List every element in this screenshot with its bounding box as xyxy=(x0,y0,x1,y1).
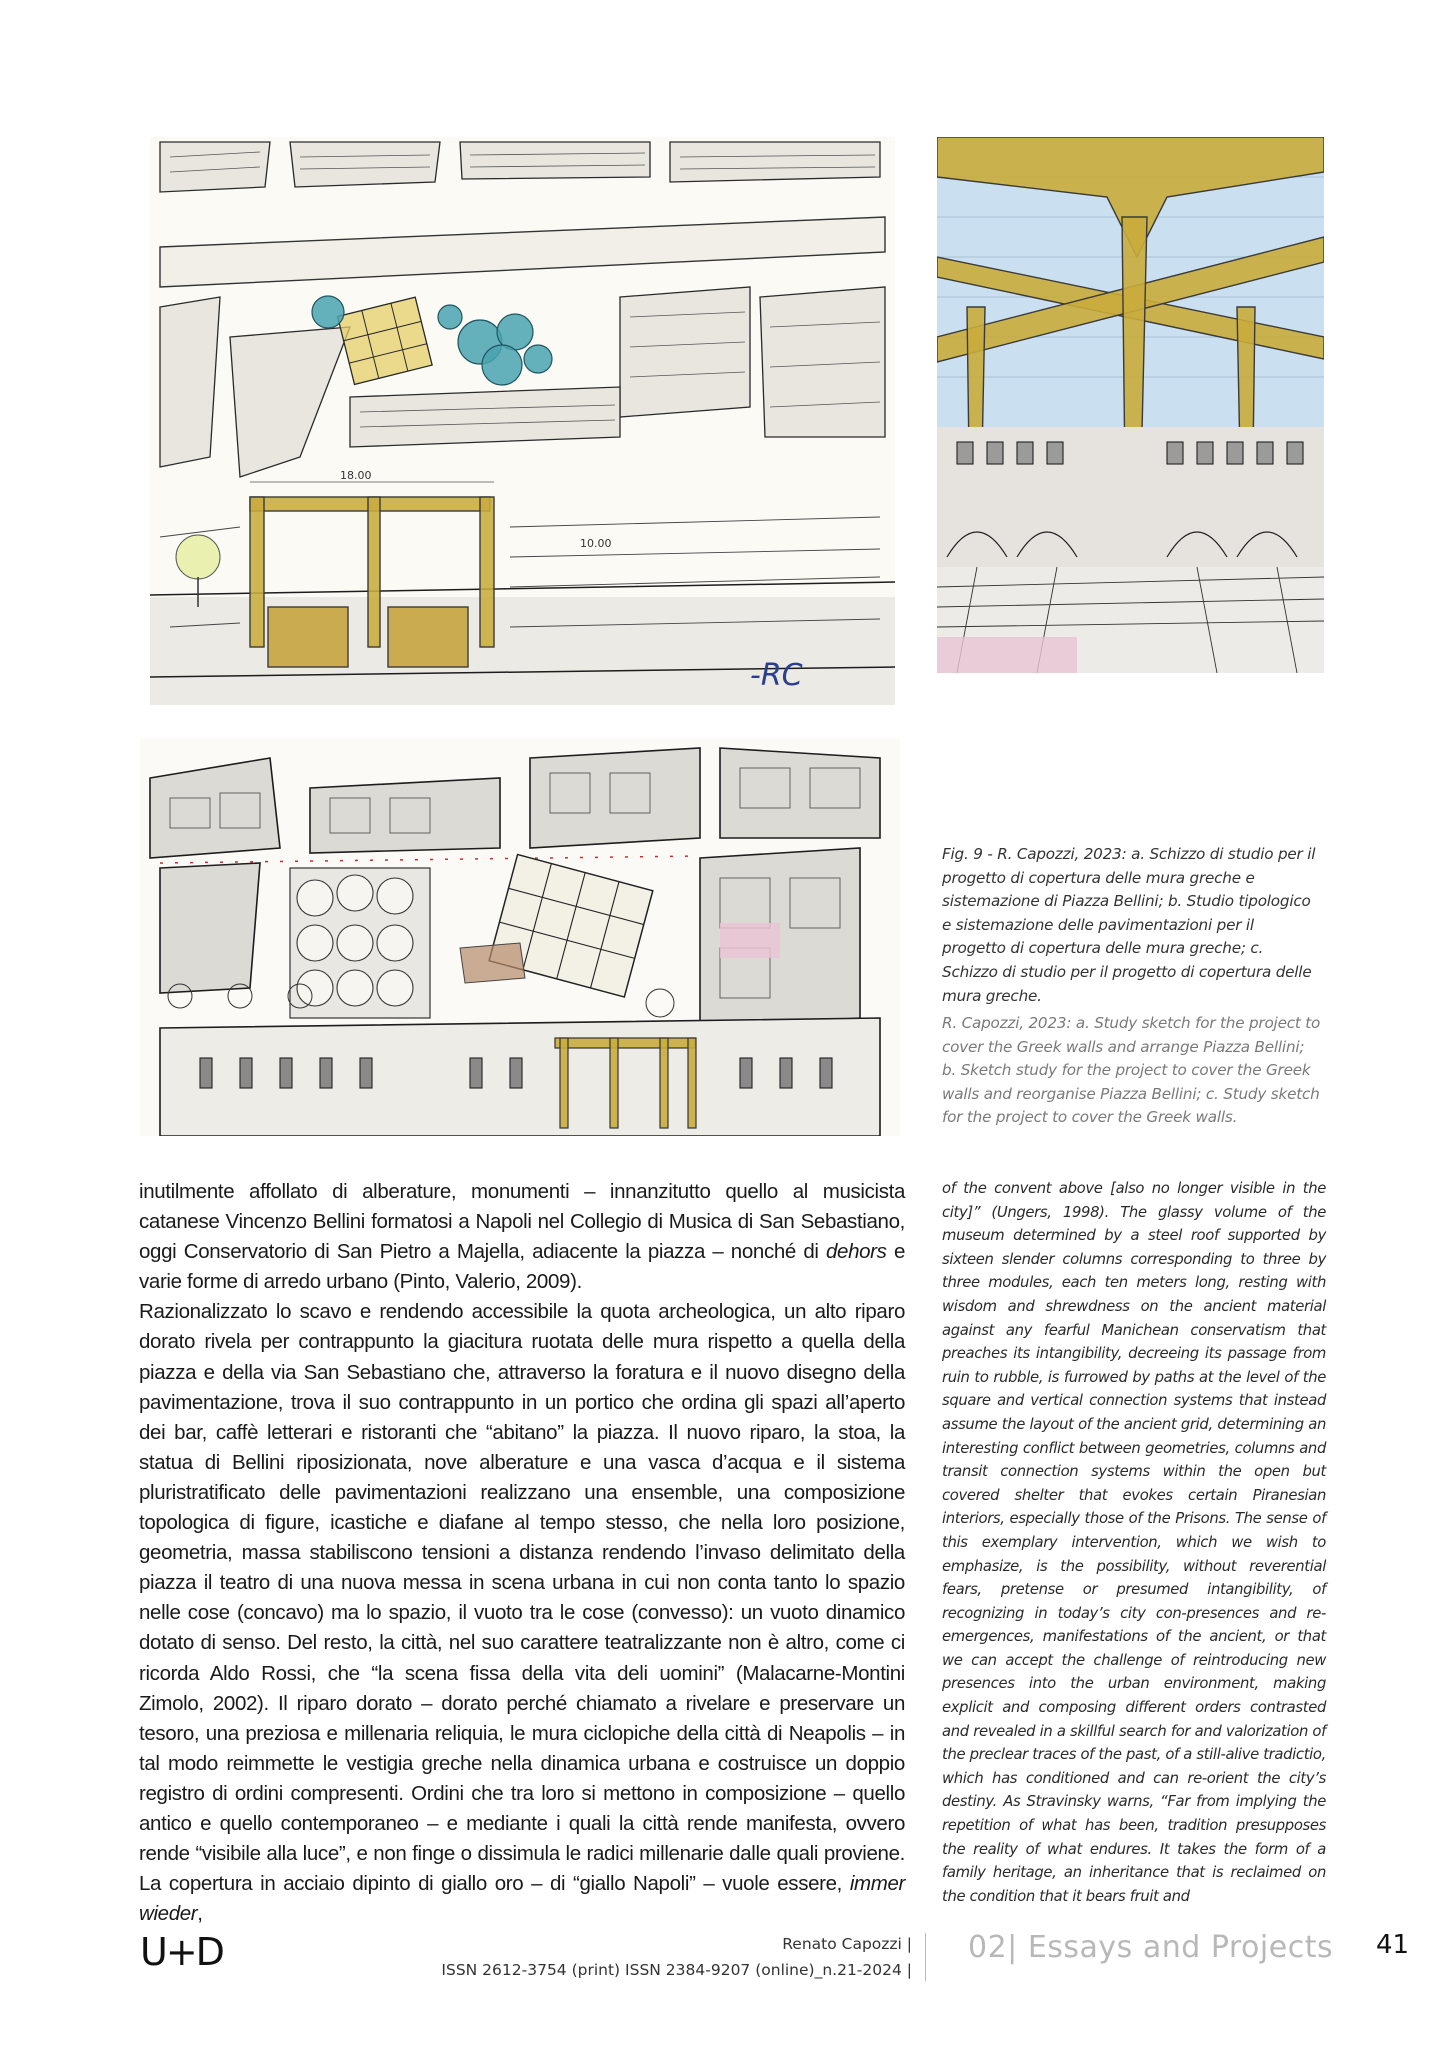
figure-caption-english: R. Capozzi, 2023: a. Study sketch for the project to cover the Greek walls and arrange Piazza Bellini; b. Sketch study for the project to cover the Greek walls and reorganise Piazza Bellini; c. Study sketch for the project to cover the Greek walls. xyxy=(942,1014,1321,1127)
page-number: 41 xyxy=(1376,1930,1410,1960)
sketch-signature: -RC xyxy=(750,658,803,693)
figure-c-drawing xyxy=(937,137,1324,673)
figure-b-sketch xyxy=(140,738,900,1136)
figure-b-drawing xyxy=(140,738,900,1136)
footer-author: Renato Capozzi | xyxy=(782,1935,912,1953)
paragraph-english: of the convent above [also no longer visible in the city]” (Ungers, 1998). The glassy volume of the museum determined by a steel roof supported by sixteen slender columns corresponding to three by three modules, each ten meters long, resting with wisdom and shrewdness on the ancient material against any fearful Manichean conservatism that preaches its intangibility, decreeing its passage from ruin to rubble, is furrowed by paths at the level of the square and vertical connection systems that instead assume the layout of the ancient grid, determining an interesting conflict between geometries, columns and transit connection systems within the open but covered shelter that evokes certain Piranesian interiors, especially those of the Prisons. The sense of this exemplary intervention, which we wish to emphasize, is the possibility, without reverential fears, pretense or presumed intangibility, of recognizing in today’s city con-presences and re-emergences, manifestations of the ancient, or that we can accept the challenge of reintroducing new presences into the urban environment, making explicit and composing different orders contrasted and revealed in a skillful search for and valorization of the preclear traces of the past, of a still-alive tradictio, which has conditioned and can re-orient the city’s destiny. As Stravinsky warns, “Far from implying the repetition of what has been, tradition presupposes the reality of what endures. It takes the form of a family heritage, an inheritance that is reclaimed on the condition that it bears fruit and xyxy=(942,1180,1326,1905)
paragraph-1: inutilmente affollato di alberature, monumenti – innanzitutto quello al musicista catanese Vincenzo Bellini formatosi a Napoli nel Collegio di Musica di San Sebastiano, oggi Conservatorio di San Pietro a Majella, adiacente la piazza – nonché di dehors e varie forme di arredo urbano (Pinto, Valerio, 2009). xyxy=(139,1180,905,1294)
dimension-width: 18.00 xyxy=(340,469,372,482)
footer-credits xyxy=(441,1931,912,1983)
paragraph-2: Razionalizzato lo scavo e rendendo accessibile la quota archeologica, un alto riparo dorato rivela per contrappunto la giacitura ruotata delle mura rispetto a quella della piazza e della via San Sebastiano che, attraverso la foratura e il nuovo disegno della pavimentazione, trova il suo contrappunto in un portico che ordina gli spazi all’aperto dei bar, caffè letterari e ristoranti che “abitano” la piazza. Il nuovo riparo, la stoa, la statua di Bellini riposizionata, nove alberature e una vasca d’acqua e il sistema pluristratificato delle pavimentazioni realizzano una ensemble, una composizione topologica di figure, icastiche e diafane al tempo stesso, che nella loro posizione, geometria, massa stabiliscono tensioni a distanza rendendo l’invaso delimitato della piazza il teatro di una nuova messa in scena urbana in cui non conta tanto lo spazio nelle cose (concavo) ma lo spazio, il vuoto tra le cose (convesso): un vuoto dinamico dotato di senso. Del resto, la città, nel suo carattere teatralizzante non è altro, come ci ricorda Aldo Rossi, che “la scena fissa della vita deli uomini” (Malacarne-Montini Zimolo, 2002). Il riparo dorato – dorato perché chiamato a rivelare e preservare un tesoro, una preziosa e millenaria reliquia, le mura ciclopiche della città di Neapolis – in tal modo reimmette le vestigia greche nella dinamica urbana e costruisce un doppio registro di ordini compresenti. Ordini che tra loro si mettono in composizione – quello antico e quello contemporaneo – e mediante i quali la città rende manifesta, ovvero rende “visibile alla luce”, e non finge o dissimula le radici millenarie dalle quali proviene. La copertura in acciaio dipinto di giallo oro – di “giallo Napoli” – vuole essere, immer wieder, xyxy=(139,1300,905,1926)
dimension-height: 10.00 xyxy=(580,537,612,550)
figure-a-sketch xyxy=(150,137,895,705)
body-text-italian xyxy=(139,1177,905,1929)
figure-caption-italian: Fig. 9 - R. Capozzi, 2023: a. Schizzo di studio per il progetto di copertura delle mura greche e sistemazione di Piazza Bellini; b. Studio tipologico e sistemazione delle pavimentazioni per il progetto di copertura delle mura greche; c. Schizzo di studio per il progetto di copertura delle mura greche. xyxy=(942,845,1316,1005)
journal-logo: U+D xyxy=(140,1930,223,1974)
footer-divider xyxy=(925,1933,926,1981)
figure-c-sketch xyxy=(937,137,1324,673)
figure-a-drawing xyxy=(150,137,895,705)
footer-section-title: 02| Essays and Projects xyxy=(968,1930,1334,1965)
body-text-english xyxy=(942,1177,1326,1908)
footer-issn: ISSN 2612-3754 (print) ISSN 2384-9207 (online)_n.21-2024 | xyxy=(441,1961,912,1979)
